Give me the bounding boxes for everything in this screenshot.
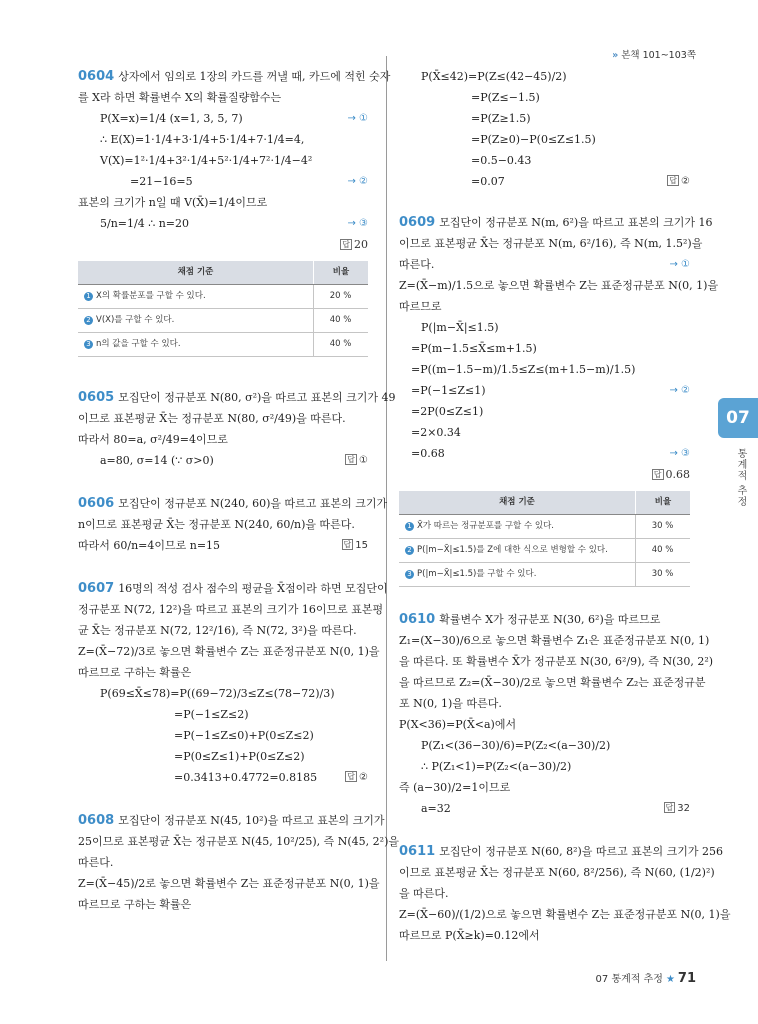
equation: =0.68: [411, 447, 445, 460]
problem-text: 을 따른다. 또 확률변수 X̄가 정규분포 N(30, 6²/9), 즉 N(30, 2²): [399, 655, 714, 668]
chapter-tab: 07: [718, 398, 758, 438]
problem-text: 을 따르므로 Z₂=(X̄−30)/2로 놓으면 확률변수 Z₂는 표준정규분: [399, 676, 706, 689]
equation: ∴ P(Z₁<1)=P(Z₂<(a−30)/2): [421, 760, 572, 773]
criteria-ratio: 20 %: [314, 285, 369, 309]
star-icon: ★: [665, 974, 675, 985]
circled-number-icon: 1: [405, 522, 414, 531]
problem-text: 균 X̄는 정규분포 N(72, 12²/16), 즉 N(72, 3²)을 따른다.: [78, 624, 357, 637]
problem-number: 0611: [399, 844, 436, 859]
equation: =21−16=5: [130, 175, 193, 188]
equation: =P(−1≤Z≤2): [174, 708, 249, 721]
scoring-criteria-table: [78, 261, 368, 357]
equation: =0.5−0.43: [471, 154, 532, 167]
problem-text: Z₁=(X−30)/6으로 놓으면 확률변수 Z₁은 표준정규분포 N(0, 1): [399, 634, 710, 647]
problem-text: 따르므로 P(X̄≥k)=0.12에서: [399, 929, 540, 942]
circled-number-icon: 1: [84, 292, 93, 301]
chapter-tab-label: 통계적 추정: [735, 448, 746, 508]
step-marker: → ②: [669, 385, 690, 396]
circled-number-icon: 3: [84, 340, 93, 349]
criteria-ratio: 40 %: [314, 333, 369, 357]
answer-icon: 답: [347, 455, 356, 464]
table-row: [78, 309, 368, 333]
equation: P(X̄≤42)=P(Z≤(42−45)/2): [421, 70, 567, 83]
table-row: [78, 333, 368, 357]
criteria-text: P(|m−X̄|≤1.5)를 구할 수 있다.: [417, 569, 537, 579]
criteria-text: X̄가 따르는 정규분포를 구할 수 있다.: [417, 521, 554, 531]
answer-icon: 답: [342, 240, 350, 249]
answer-icon: 답: [665, 803, 674, 812]
equation: =0.07: [471, 175, 505, 188]
problem-number: 0607: [78, 581, 115, 596]
table-row: [399, 515, 690, 539]
answer: 0.68: [665, 468, 690, 481]
problem-text: 을 따른다.: [399, 887, 449, 900]
problem-0605: [78, 387, 396, 471]
problem-text: 이므로 표본평균 X̄는 정규분포 N(m, 6²/16), 즉 N(m, 1.5²)을: [399, 237, 703, 250]
scoring-criteria-table: [399, 491, 690, 587]
problem-text: 정규분포 N(72, 12²)을 따르고 표본의 크기가 16이므로 표본평: [78, 603, 384, 616]
equation: =P(0≤Z≤1)+P(0≤Z≤2): [174, 750, 305, 763]
problem-text: 모집단이 정규분포 N(240, 60)을 따르고 표본의 크기가: [118, 497, 388, 510]
equation: V(X)=1²·1/4+3²·1/4+5²·1/4+7²·1/4−4²: [100, 154, 313, 167]
circled-number-icon: 2: [405, 546, 414, 555]
answer: 답 32: [665, 803, 690, 814]
problem-text: 확률변수 X가 정규분포 N(30, 6²)을 따르므로: [439, 613, 661, 626]
equation: =2×0.34: [411, 426, 461, 439]
criteria-ratio: 30 %: [636, 515, 691, 539]
problem-text: 따라서 80=a, σ²/49=4이므로: [78, 433, 228, 446]
page-number: 71: [677, 971, 696, 986]
problem-text: 표본의 크기가 n일 때 V(X̄)=1/4이므로: [78, 196, 268, 209]
problem-number: 0608: [78, 813, 115, 828]
page-reference-text: 본책 101~103쪽: [621, 50, 696, 61]
problem-text: 모집단이 정규분포 N(60, 8²)을 따르고 표본의 크기가 256: [439, 845, 724, 858]
problem-text: 따르므로: [399, 300, 442, 313]
problem-text: 모집단이 정규분포 N(m, 6²)을 따르고 표본의 크기가 16: [439, 216, 713, 229]
answer: 답 ②: [669, 176, 690, 187]
problem-number: 0606: [78, 496, 115, 511]
criteria-text: V(X)를 구할 수 있다.: [96, 315, 175, 325]
answer: 20: [354, 238, 368, 251]
answer-icon: 답: [343, 540, 352, 549]
problem-text: P(X<36)=P(X̄<a)에서: [399, 718, 517, 731]
equation: =2P(0≤Z≤1): [411, 405, 484, 418]
problem-text: 포 N(0, 1)을 따른다.: [399, 697, 502, 710]
problem-text: Z=(X̄−m)/1.5으로 놓으면 확률변수 Z는 표준정규분포 N(0, 1)을: [399, 279, 719, 292]
equation: P(69≤X̄≤78)=P((69−72)/3≤Z≤(78−72)/3): [100, 687, 335, 700]
table-row: [399, 539, 690, 563]
problem-text: 따르므로 구하는 확률은: [78, 666, 192, 679]
criteria-header: 채점 기준: [399, 491, 636, 515]
problem-0610: [399, 609, 714, 819]
problem-0606: [78, 493, 388, 556]
problem-text: 이므로 표본평균 X̄는 정규분포 N(80, σ²/49)을 따른다.: [78, 412, 346, 425]
problem-number: 0609: [399, 215, 436, 230]
criteria-ratio: 40 %: [314, 309, 369, 333]
answer-icon: 답: [669, 176, 678, 185]
table-row: [78, 285, 368, 309]
table-row: [399, 563, 690, 587]
equation: P(|m−X̄|≤1.5): [421, 321, 499, 334]
step-marker: → ②: [347, 176, 368, 187]
problem-number: 0604: [78, 69, 115, 84]
step-marker: → ①: [347, 113, 368, 124]
equation: =P(Z≥1.5): [471, 112, 531, 125]
equation: =0.3413+0.4772=0.8185: [174, 771, 318, 784]
problem-text: 이므로 표본평균 X̄는 정규분포 N(60, 8²/256), 즉 N(60, (1/2)²): [399, 866, 715, 879]
equation: =P(−1≤Z≤1): [411, 384, 486, 397]
problem-text: Z=(X̄−60)/(1/2)으로 놓으면 확률변수 Z는 표준정규분포 N(0, 1)을: [399, 908, 731, 921]
problem-text: 16명의 적성 검사 점수의 평균을 X̄점이라 하면 모집단이: [118, 582, 388, 595]
ratio-header: 비율: [314, 261, 369, 285]
equation: =P((m−1.5−m)/1.5≤Z≤(m+1.5−m)/1.5): [411, 363, 636, 376]
criteria-text: X의 확률분포를 구할 수 있다.: [96, 291, 206, 301]
ratio-header: 비율: [636, 491, 691, 515]
problem-text: 따라서 60/n=4이므로 n=15: [78, 539, 221, 552]
answer: 답 ①: [347, 455, 368, 466]
equation: ∴ E(X)=1·1/4+3·1/4+5·1/4+7·1/4=4,: [100, 133, 305, 146]
step-marker: → ③: [347, 218, 368, 229]
step-marker: → ①: [669, 259, 690, 270]
equation: a=80, σ=14 (∵ σ>0): [100, 454, 214, 467]
equation: a=32: [421, 802, 451, 815]
double-chevron-icon: »: [612, 50, 619, 61]
footer-chapter: 07 통계적 추정: [595, 974, 663, 985]
problem-text: 상자에서 임의로 1장의 카드를 꺼낼 때, 카드에 적힌 숫자: [118, 70, 391, 83]
problem-text: 따른다.: [78, 856, 114, 869]
problem-number: 0605: [78, 390, 115, 405]
equation: =P(Z≥0)−P(0≤Z≤1.5): [471, 133, 596, 146]
answer: 답 15: [343, 540, 368, 551]
right-column: [399, 66, 731, 946]
criteria-text: P(|m−X̄|≤1.5)를 Z에 대한 식으로 변형할 수 있다.: [417, 545, 608, 555]
problem-0607: [78, 578, 388, 788]
equation: P(X=x)=1/4 (x=1, 3, 5, 7): [100, 112, 243, 125]
equation: 5/n=1/4 ∴ n=20: [100, 217, 189, 230]
problem-number: 0610: [399, 612, 436, 627]
problem-0611: [399, 841, 731, 946]
problem-text: Z=(X̄−45)/2로 놓으면 확률변수 Z는 표준정규분포 N(0, 1)을: [78, 877, 380, 890]
problem-text: 따른다.: [399, 258, 435, 271]
problem-0608: [78, 810, 399, 915]
problem-0609: [399, 212, 719, 485]
circled-number-icon: 2: [84, 316, 93, 325]
problem-text: 따르므로 구하는 확률은: [78, 898, 192, 911]
problem-text: n이므로 표본평균 X̄는 정규분포 N(240, 60/n)을 따른다.: [78, 518, 355, 531]
page-reference: [612, 47, 696, 61]
problem-0604: [78, 66, 391, 255]
equation: P(Z₁<(36−30)/6)=P(Z₂<(a−30)/2): [421, 739, 611, 752]
problem-text: Z=(X̄−72)/3로 놓으면 확률변수 Z는 표준정규분포 N(0, 1)을: [78, 645, 380, 658]
criteria-header: 채점 기준: [78, 261, 314, 285]
equation: =P(Z≤−1.5): [471, 91, 540, 104]
circled-number-icon: 3: [405, 570, 414, 579]
answer-icon: 답: [347, 772, 356, 781]
answer: 답 ②: [347, 772, 368, 783]
problem-text: 25이므로 표본평균 X̄는 정규분포 N(45, 10²/25), 즉 N(45, 2²)을: [78, 835, 399, 848]
equation: =P(m−1.5≤X̄≤m+1.5): [411, 342, 537, 355]
criteria-ratio: 40 %: [636, 539, 691, 563]
answer-icon: 답: [653, 470, 662, 479]
criteria-ratio: 30 %: [636, 563, 691, 587]
problem-text: 모집단이 정규분포 N(80, σ²)을 따르고 표본의 크기가 49: [118, 391, 396, 404]
criteria-text: n의 값을 구할 수 있다.: [96, 339, 181, 349]
problem-text: 모집단이 정규분포 N(45, 10²)을 따르고 표본의 크기가: [118, 814, 385, 827]
problem-text: 즉 (a−30)/2=1이므로: [399, 781, 511, 794]
equation: =P(−1≤Z≤0)+P(0≤Z≤2): [174, 729, 314, 742]
step-marker: → ③: [669, 448, 690, 459]
page-footer: [596, 970, 696, 986]
left-column: [78, 66, 399, 915]
problem-text: 를 X라 하면 확률변수 X의 확률질량함수는: [78, 91, 282, 104]
problem-0608-continued: [399, 66, 690, 192]
